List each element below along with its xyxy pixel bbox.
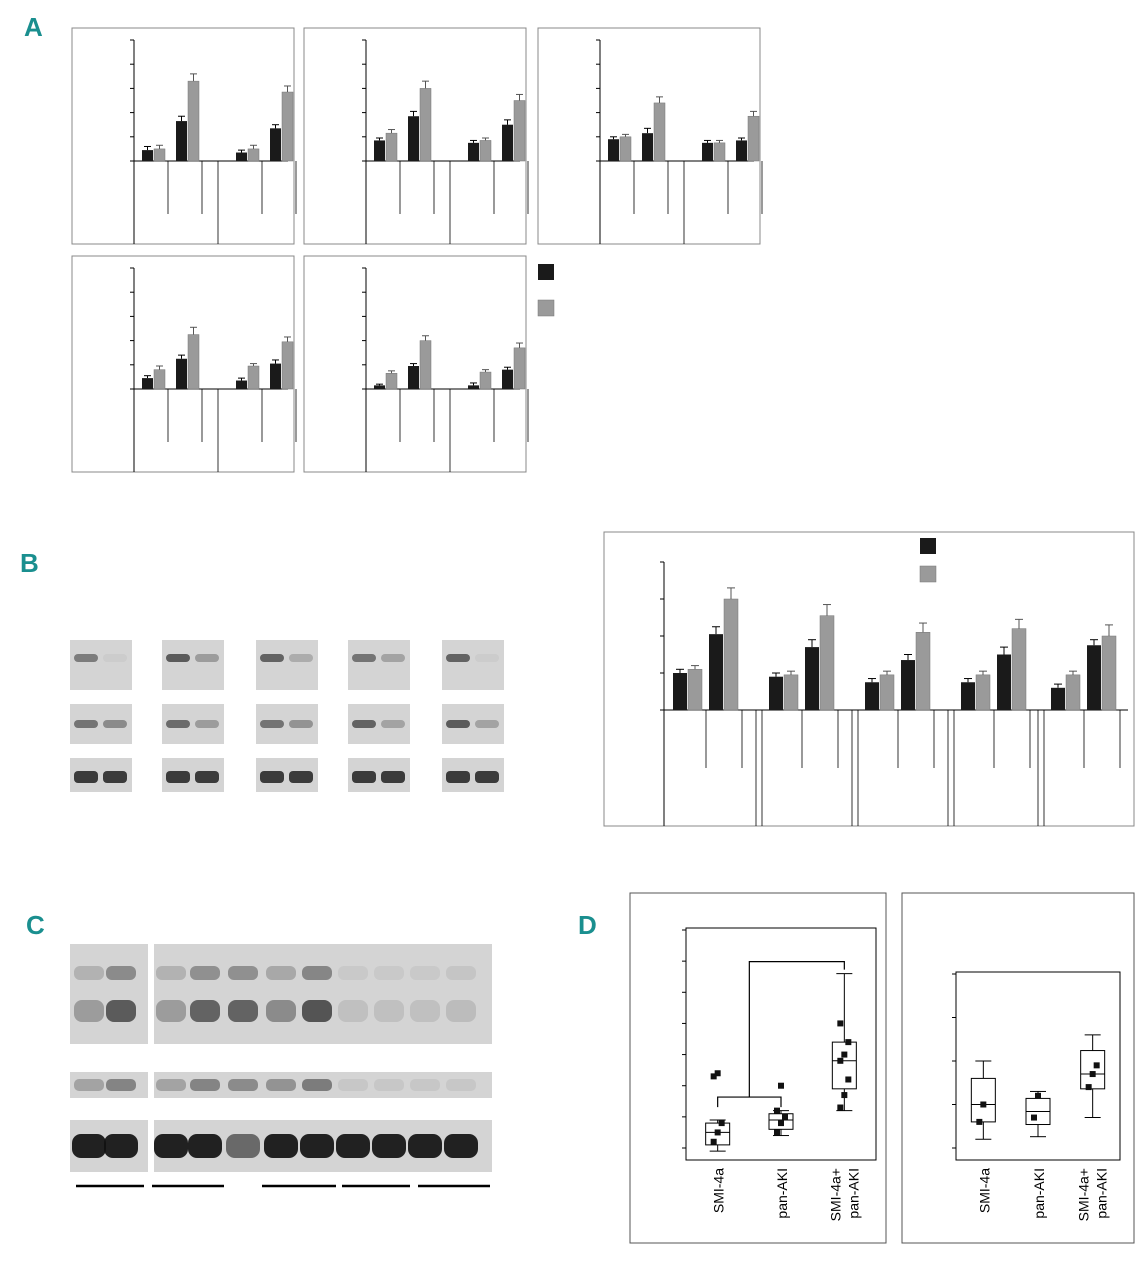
- data-point: [837, 1020, 843, 1026]
- bar-control: [176, 359, 187, 389]
- bar-control: [270, 364, 281, 389]
- category-label-line: SMI-4a+: [827, 1168, 844, 1222]
- blot-band: [374, 1079, 404, 1091]
- bar-treated: [248, 149, 259, 161]
- bar-treated: [154, 370, 165, 389]
- bar-control: [709, 634, 723, 710]
- data-point: [837, 1058, 843, 1064]
- blot-band: [166, 771, 190, 783]
- data-point: [774, 1108, 780, 1114]
- bar-treated: [480, 372, 491, 389]
- bar-control: [236, 153, 247, 161]
- data-point: [1094, 1062, 1100, 1068]
- blot-band: [103, 771, 127, 783]
- blot-strip: [256, 640, 318, 690]
- data-point: [719, 1120, 725, 1126]
- data-point: [837, 1105, 843, 1111]
- blot-band: [104, 1134, 138, 1158]
- category-label: [1031, 1168, 1047, 1219]
- blot-band: [226, 1134, 260, 1158]
- blot-band: [289, 720, 313, 728]
- blot-band: [228, 966, 258, 980]
- blot-band: [156, 966, 186, 980]
- blot-band: [352, 771, 376, 783]
- blot-band: [302, 966, 332, 980]
- blot-band: [260, 654, 284, 662]
- bar-control: [270, 128, 281, 161]
- category-label: [711, 1168, 727, 1213]
- bar-control: [142, 378, 153, 389]
- blot-band: [106, 966, 136, 980]
- blot-band: [338, 966, 368, 980]
- panel-c-blots: [70, 944, 492, 1186]
- bar-treated: [784, 675, 798, 710]
- blot-band: [260, 771, 284, 783]
- blot-band: [266, 1079, 296, 1091]
- blot-band: [195, 654, 219, 662]
- blot-band: [410, 1000, 440, 1022]
- bar-treated: [514, 348, 525, 389]
- blot-band: [372, 1134, 406, 1158]
- bar-treated: [188, 335, 199, 389]
- bar-treated: [282, 92, 293, 161]
- bar-control: [997, 655, 1011, 711]
- bar-control: [1087, 645, 1101, 710]
- data-point: [980, 1102, 986, 1108]
- bar-treated: [420, 88, 431, 161]
- bar-control: [961, 682, 975, 710]
- blot-band: [195, 771, 219, 783]
- blot-band: [374, 966, 404, 980]
- blot-band: [266, 966, 296, 980]
- bar-control: [769, 677, 783, 710]
- bar-control: [673, 673, 687, 710]
- bar-treated: [976, 675, 990, 710]
- data-point: [715, 1129, 721, 1135]
- bar-treated: [714, 143, 725, 161]
- bar-treated: [820, 616, 834, 710]
- blot-band: [289, 654, 313, 662]
- significance-bracket: [749, 962, 844, 1097]
- blot-band: [338, 1079, 368, 1091]
- panel-b-letter: B: [20, 548, 39, 578]
- blot-band: [166, 720, 190, 728]
- bar-control: [702, 143, 713, 161]
- category-label-line: SMI-4a+: [1075, 1168, 1092, 1222]
- bar-treated: [386, 133, 397, 161]
- panel-d-boxplots: [630, 893, 1134, 1243]
- blot-band: [381, 720, 405, 728]
- bar-treated: [688, 669, 702, 710]
- bar-treated: [480, 140, 491, 161]
- blot-strip: [70, 944, 148, 1044]
- blot-band: [264, 1134, 298, 1158]
- blot-band: [156, 1000, 186, 1022]
- bar-control: [468, 385, 479, 389]
- blot-band: [106, 1000, 136, 1022]
- bar-treated: [654, 103, 665, 161]
- blot-band: [106, 1079, 136, 1091]
- category-label-line: pan-AKI: [845, 1168, 862, 1219]
- blot-band: [190, 966, 220, 980]
- category-label: [1076, 1168, 1110, 1221]
- bar-control: [805, 647, 819, 710]
- blot-strip: [348, 640, 410, 690]
- bar-control: [1051, 688, 1065, 710]
- bar-treated: [514, 101, 525, 162]
- data-point: [845, 1076, 851, 1082]
- data-point: [1031, 1115, 1037, 1121]
- blot-band: [338, 1000, 368, 1022]
- bar-treated: [748, 116, 759, 161]
- bar-treated: [188, 81, 199, 161]
- data-point: [774, 1129, 780, 1135]
- bar-treated: [880, 675, 894, 710]
- legend-swatch-treated: [538, 300, 554, 316]
- blot-band: [444, 1134, 478, 1158]
- bar-control: [408, 366, 419, 389]
- category-label: [774, 1168, 790, 1219]
- panel-c-letter: C: [26, 910, 45, 940]
- bar-control: [142, 150, 153, 161]
- box: [971, 1078, 995, 1122]
- data-point: [1086, 1084, 1092, 1090]
- blot-band: [446, 966, 476, 980]
- bar-control: [736, 140, 747, 161]
- bar-control: [865, 682, 879, 710]
- blot-band: [289, 771, 313, 783]
- blot-band: [74, 771, 98, 783]
- bar-treated: [282, 342, 293, 389]
- data-point: [778, 1083, 784, 1089]
- bar-control: [408, 116, 419, 161]
- panel-a: [72, 28, 762, 472]
- bar-treated: [420, 341, 431, 389]
- bar-control: [374, 385, 385, 389]
- bar-control: [642, 133, 653, 161]
- blot-band: [410, 1079, 440, 1091]
- blot-strip: [442, 640, 504, 690]
- significance-bracket: [718, 1097, 781, 1107]
- bar-control: [236, 381, 247, 389]
- data-point: [715, 1070, 721, 1076]
- blot-band: [475, 771, 499, 783]
- blot-band: [74, 1079, 104, 1091]
- box: [1081, 1051, 1105, 1089]
- panel-b-chart: [604, 532, 1134, 826]
- category-label-line: pan-AKI: [1093, 1168, 1110, 1219]
- blot-band: [154, 1134, 188, 1158]
- blot-band: [103, 654, 127, 662]
- bar-control: [374, 140, 385, 161]
- bar-control: [502, 125, 513, 161]
- legend-swatch-treated: [920, 566, 936, 582]
- data-point: [841, 1052, 847, 1058]
- data-point: [778, 1120, 784, 1126]
- bar-treated: [1102, 636, 1116, 710]
- data-point: [976, 1119, 982, 1125]
- blot-band: [103, 720, 127, 728]
- blot-band: [410, 966, 440, 980]
- bar-treated: [916, 632, 930, 710]
- bar-control: [468, 143, 479, 161]
- category-label: [827, 1168, 861, 1221]
- blot-band: [475, 720, 499, 728]
- blot-band: [74, 966, 104, 980]
- data-point: [845, 1039, 851, 1045]
- blot-band: [336, 1134, 370, 1158]
- blot-band: [166, 654, 190, 662]
- panel-b-blots: [70, 640, 504, 792]
- data-point: [711, 1139, 717, 1145]
- legend-swatch-control: [920, 538, 936, 554]
- blot-band: [266, 1000, 296, 1022]
- category-label-line: pan-AKI: [774, 1168, 790, 1219]
- bar-treated: [386, 373, 397, 389]
- blot-band: [74, 720, 98, 728]
- bar-control: [502, 370, 513, 389]
- blot-band: [381, 771, 405, 783]
- blot-band: [381, 654, 405, 662]
- blot-band: [446, 771, 470, 783]
- blot-band: [352, 720, 376, 728]
- blot-band: [300, 1134, 334, 1158]
- panel-a-legend: [538, 264, 554, 316]
- blot-band: [188, 1134, 222, 1158]
- bar-control: [176, 121, 187, 161]
- data-point: [782, 1114, 788, 1120]
- blot-band: [195, 720, 219, 728]
- category-label-line: pan-AKI: [1031, 1168, 1047, 1219]
- bar-control: [901, 660, 915, 710]
- blot-band: [352, 654, 376, 662]
- blot-band: [190, 1079, 220, 1091]
- bar-treated: [724, 599, 738, 710]
- data-point: [1035, 1093, 1041, 1099]
- blot-band: [260, 720, 284, 728]
- blot-band: [446, 654, 470, 662]
- blot-band: [374, 1000, 404, 1022]
- data-point: [841, 1092, 847, 1098]
- blot-strip: [70, 640, 132, 690]
- legend-swatch-control: [538, 264, 554, 280]
- bar-treated: [1012, 629, 1026, 710]
- category-label: [976, 1168, 992, 1213]
- category-label-line: SMI-4a: [976, 1168, 993, 1214]
- blot-band: [72, 1134, 106, 1158]
- blot-band: [475, 654, 499, 662]
- blot-band: [446, 1079, 476, 1091]
- data-point: [1090, 1071, 1096, 1077]
- blot-strip: [162, 640, 224, 690]
- blot-band: [446, 720, 470, 728]
- category-label-line: SMI-4a: [710, 1168, 727, 1214]
- bar-control: [608, 139, 619, 161]
- blot-band: [228, 1079, 258, 1091]
- blot-band: [228, 1000, 258, 1022]
- panel-d-letter: D: [578, 910, 597, 940]
- bar-treated: [154, 149, 165, 161]
- panel-a-letter: A: [24, 12, 43, 42]
- bar-treated: [1066, 675, 1080, 710]
- bar-treated: [248, 366, 259, 389]
- blot-band: [302, 1079, 332, 1091]
- bar-treated: [620, 137, 631, 161]
- blot-band: [446, 1000, 476, 1022]
- blot-band: [408, 1134, 442, 1158]
- blot-band: [74, 654, 98, 662]
- box: [832, 1042, 856, 1089]
- blot-strip: [154, 944, 492, 1044]
- blot-band: [74, 1000, 104, 1022]
- blot-band: [156, 1079, 186, 1091]
- blot-band: [190, 1000, 220, 1022]
- blot-band: [302, 1000, 332, 1022]
